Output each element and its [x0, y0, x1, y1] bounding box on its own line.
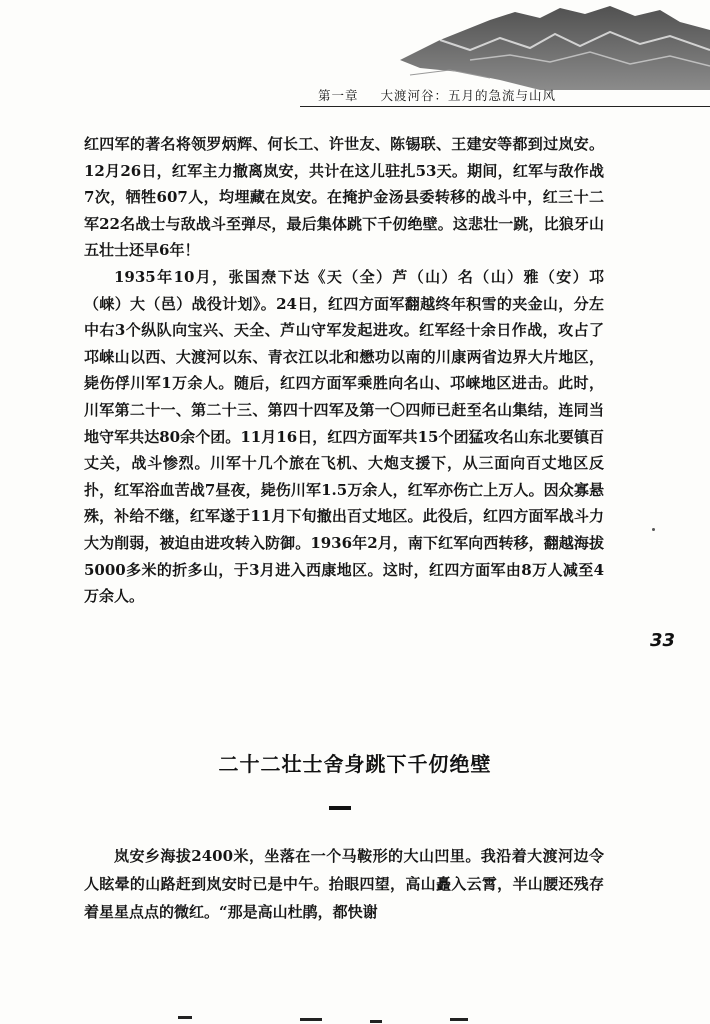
paragraph: 红四军的著名将领罗炳辉、何长工、许世友、陈锡联、王建安等都到过岚安。12月26日，红军主力撤离岚安，共计在这儿驻扎53天。期间，红军与敌作战7次，牺牲607人，均埋藏在岚安。在掩护金汤县委转移的战斗中，红三十二军22名战士与敌战斗至弹尽，最后集体跳下千仞绝壁。这悲壮一跳，比狼牙山五壮士还早6年！ — [84, 135, 604, 260]
section-number — [329, 806, 351, 810]
page-number: 33 — [650, 630, 676, 651]
paragraph: 1935年10月，张国焘下达《天（全）芦（山）名（山）雅（安）邛（崃）大（邑）战役计划》。24日，红四方面军翻越终年积雪的夹金山，分左中右3个纵队向宝兴、天全、芦山守军发起进攻。红军经十余日作战，攻占了邛崃山以西、大渡河以东、青衣江以北和懋功以南的川康两省边界大片地区，毙伤俘川军1万余人。随后，红四方面军乘胜向名山、邛崃地区进击。此时，川军第二十一、第二十三、第四十四军及第一〇四师已赶至名山集结，连同当地守军共达80余个团。11月16日，红四方面军共15个团猛攻名山东北要镇百丈关，战斗惨烈。川军十几个旅在飞机、大炮支援下，从三面向百丈地区反扑，红军浴血苦战7昼夜，毙伤川军1.5万余人，红军亦伤亡上万人。因众寡悬殊，补给不继，红军遂于11月下旬撤出百丈地区。此役后，红四方面军战斗力大为削弱，被迫由进攻转入防御。1936年2月，南下红军向西转移，翻越海拔5000多米的折多山，于3月进入西康地区。这时，红四方面军由8万人减至4万余人。 — [84, 267, 604, 606]
mountain-illustration — [380, 0, 710, 90]
chapter-title: 大渡河谷：五月的急流与山风 — [380, 88, 557, 103]
section-title: 二十二壮士舍身跳下千仞绝壁 — [218, 752, 492, 776]
text-fragment — [450, 1018, 468, 1021]
text-fragment — [300, 1018, 322, 1021]
text-fragment — [370, 1020, 382, 1023]
next-line-fragments — [0, 1012, 710, 1024]
section-body — [84, 842, 604, 926]
header-rule — [300, 106, 710, 107]
running-header — [318, 86, 556, 104]
text-fragment — [178, 1016, 192, 1019]
body-text — [84, 131, 604, 610]
speck — [652, 528, 655, 531]
chapter-label: 第一章 — [318, 88, 359, 103]
paragraph: 岚安乡海拔2400米，坐落在一个马鞍形的大山凹里。我沿着大渡河边令人眩晕的山路赶到岚安时已是中午。抬眼四望，高山矗入云霄，半山腰还残存着星星点点的微红。“那是高山杜鹃，都快谢 — [84, 847, 604, 921]
